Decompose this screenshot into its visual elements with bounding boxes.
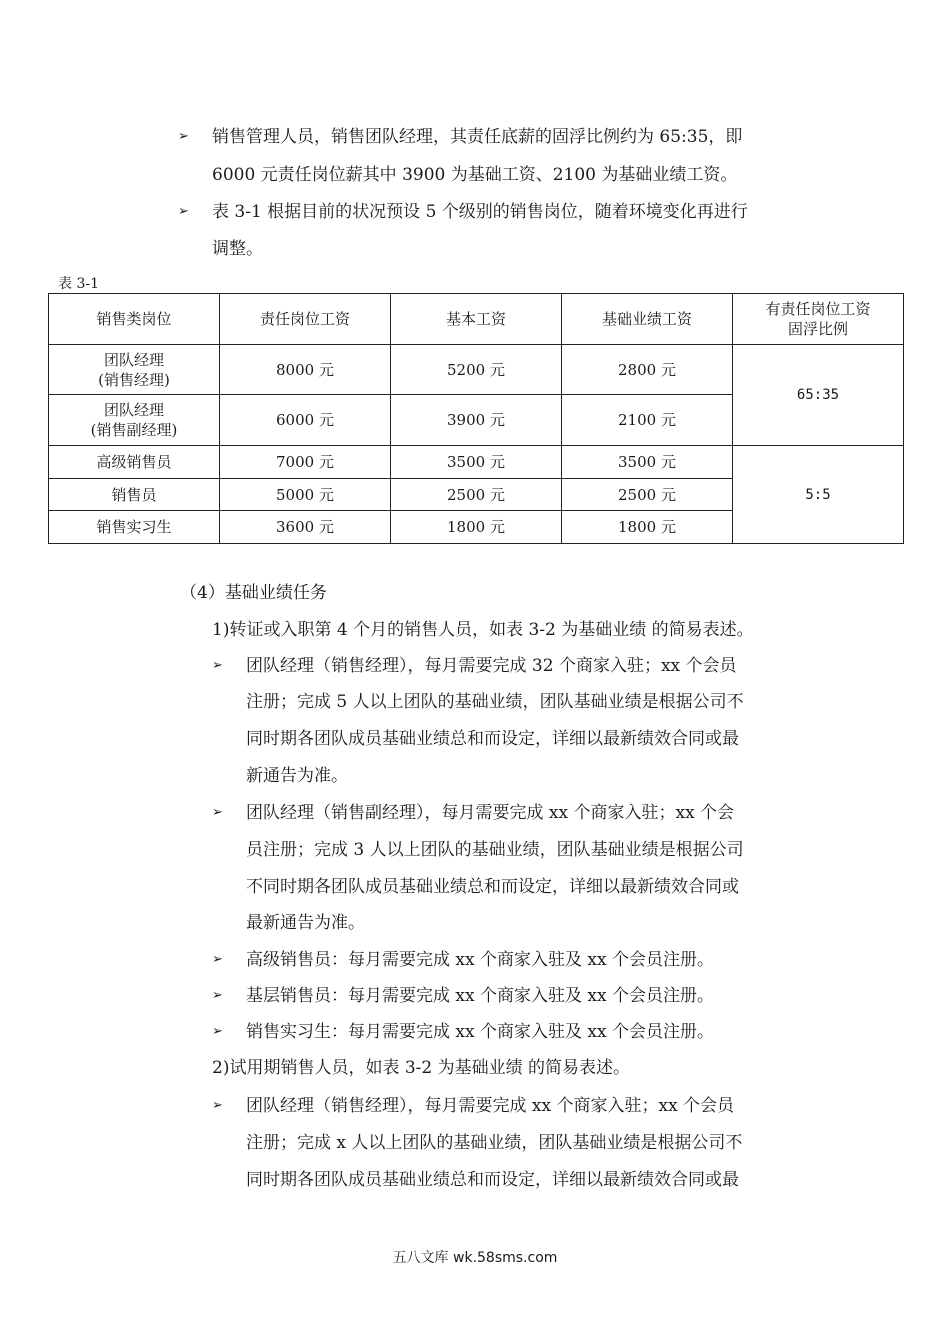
header-position: 销售类岗位 (49, 294, 220, 345)
cell-salary: 8000 元 (220, 345, 391, 395)
cell-ratio-group-2: 5:5 (733, 446, 904, 544)
sub2-bullet-1-line-1: 团队经理（销售经理），每月需要完成 xx 个商家入驻；xx 个会员 (246, 1096, 735, 1116)
cell-position: 团队经理 (销售经理) (49, 345, 220, 395)
table-row (49, 345, 904, 395)
cell-ratio-group-1: 65:35 (733, 345, 904, 446)
sub1-bullet-3: 高级销售员：每月需要完成 xx 个商家入驻及 xx 个会员注册。 (246, 950, 714, 970)
header-salary: 责任岗位工资 (220, 294, 391, 345)
cell-perf: 2800 元 (562, 345, 733, 395)
intro-bullet-1-line-1: 销售管理人员，销售团队经理，其责任底薪的固浮比例约为 65:35，即 (212, 127, 743, 147)
cell-perf: 2500 元 (562, 479, 733, 511)
cell-perf: 1800 元 (562, 511, 733, 544)
sub1-bullet-2-line-1: 团队经理（销售副经理），每月需要完成 xx 个商家入驻；xx 个会 (246, 803, 735, 823)
sub1-bullet-2-line-4: 最新通告为准。 (246, 913, 365, 933)
table-caption: 表 3-1 (58, 276, 99, 292)
cell-position: 销售实习生 (49, 511, 220, 544)
sub1-title: 1)转证或入职第 4 个月的销售人员，如表 3-2 为基础业绩 的简易表述。 (212, 620, 754, 640)
intro-bullet-1-line-2: 6000 元责任岗位薪其中 3900 为基础工资、2100 为基础业绩工资。 (212, 165, 738, 185)
cell-perf: 2100 元 (562, 395, 733, 446)
header-ratio: 有责任岗位工资 固浮比例 (733, 294, 904, 345)
cell-base: 5200 元 (391, 345, 562, 395)
bullet-arrow-icon: ➢ (212, 988, 223, 1003)
cell-salary: 7000 元 (220, 446, 391, 479)
bullet-arrow-icon: ➢ (178, 129, 189, 144)
sub1-bullet-1-line-2: 注册；完成 5 人以上团队的基础业绩，团队基础业绩是根据公司不 (246, 692, 744, 712)
table-header-row (49, 294, 904, 345)
bullet-arrow-icon: ➢ (212, 805, 223, 820)
cell-salary: 6000 元 (220, 395, 391, 446)
cell-perf: 3500 元 (562, 446, 733, 479)
header-perf: 基础业绩工资 (562, 294, 733, 345)
sub1-bullet-4: 基层销售员：每月需要完成 xx 个商家入驻及 xx 个会员注册。 (246, 986, 714, 1006)
sub2-title: 2)试用期销售人员，如表 3-2 为基础业绩 的简易表述。 (212, 1058, 631, 1078)
bullet-arrow-icon: ➢ (212, 1024, 223, 1039)
bullet-arrow-icon: ➢ (212, 658, 223, 673)
bullet-arrow-icon: ➢ (212, 952, 223, 967)
table-row (49, 446, 904, 479)
section-heading: （4）基础业绩任务 (180, 583, 327, 603)
cell-position: 销售员 (49, 479, 220, 511)
bullet-arrow-icon: ➢ (178, 204, 189, 219)
cell-base: 2500 元 (391, 479, 562, 511)
intro-bullet-2-line-1: 表 3-1 根据目前的状况预设 5 个级别的销售岗位，随着环境变化再进行 (212, 202, 748, 222)
salary-table (48, 293, 904, 544)
sub1-bullet-2-line-2: 员注册；完成 3 人以上团队的基础业绩，团队基础业绩是根据公司 (246, 840, 744, 860)
cell-salary: 3600 元 (220, 511, 391, 544)
cell-base: 3900 元 (391, 395, 562, 446)
header-base: 基本工资 (391, 294, 562, 345)
cell-base: 3500 元 (391, 446, 562, 479)
sub2-bullet-1-line-2: 注册；完成 x 人以上团队的基础业绩，团队基础业绩是根据公司不 (246, 1133, 743, 1153)
bullet-arrow-icon: ➢ (212, 1098, 223, 1113)
sub1-bullet-5: 销售实习生：每月需要完成 xx 个商家入驻及 xx 个会员注册。 (246, 1022, 714, 1042)
cell-position: 团队经理 (销售副经理) (49, 395, 220, 446)
sub1-bullet-1-line-3: 同时期各团队成员基础业绩总和而设定，详细以最新绩效合同或最 (246, 729, 739, 749)
cell-salary: 5000 元 (220, 479, 391, 511)
sub1-bullet-1-line-4: 新通告为准。 (246, 766, 348, 786)
cell-position: 高级销售员 (49, 446, 220, 479)
sub2-bullet-1-line-3: 同时期各团队成员基础业绩总和而设定，详细以最新绩效合同或最 (246, 1170, 739, 1190)
cell-base: 1800 元 (391, 511, 562, 544)
sub1-bullet-2-line-3: 不同时期各团队成员基础业绩总和而设定，详细以最新绩效合同或 (246, 877, 739, 897)
sub1-bullet-1-line-1: 团队经理（销售经理），每月需要完成 32 个商家入驻；xx 个会员 (246, 656, 737, 676)
footer-watermark: 五八文库 wk.58sms.com (392, 1250, 558, 1266)
intro-bullet-2-line-2: 调整。 (212, 239, 263, 259)
